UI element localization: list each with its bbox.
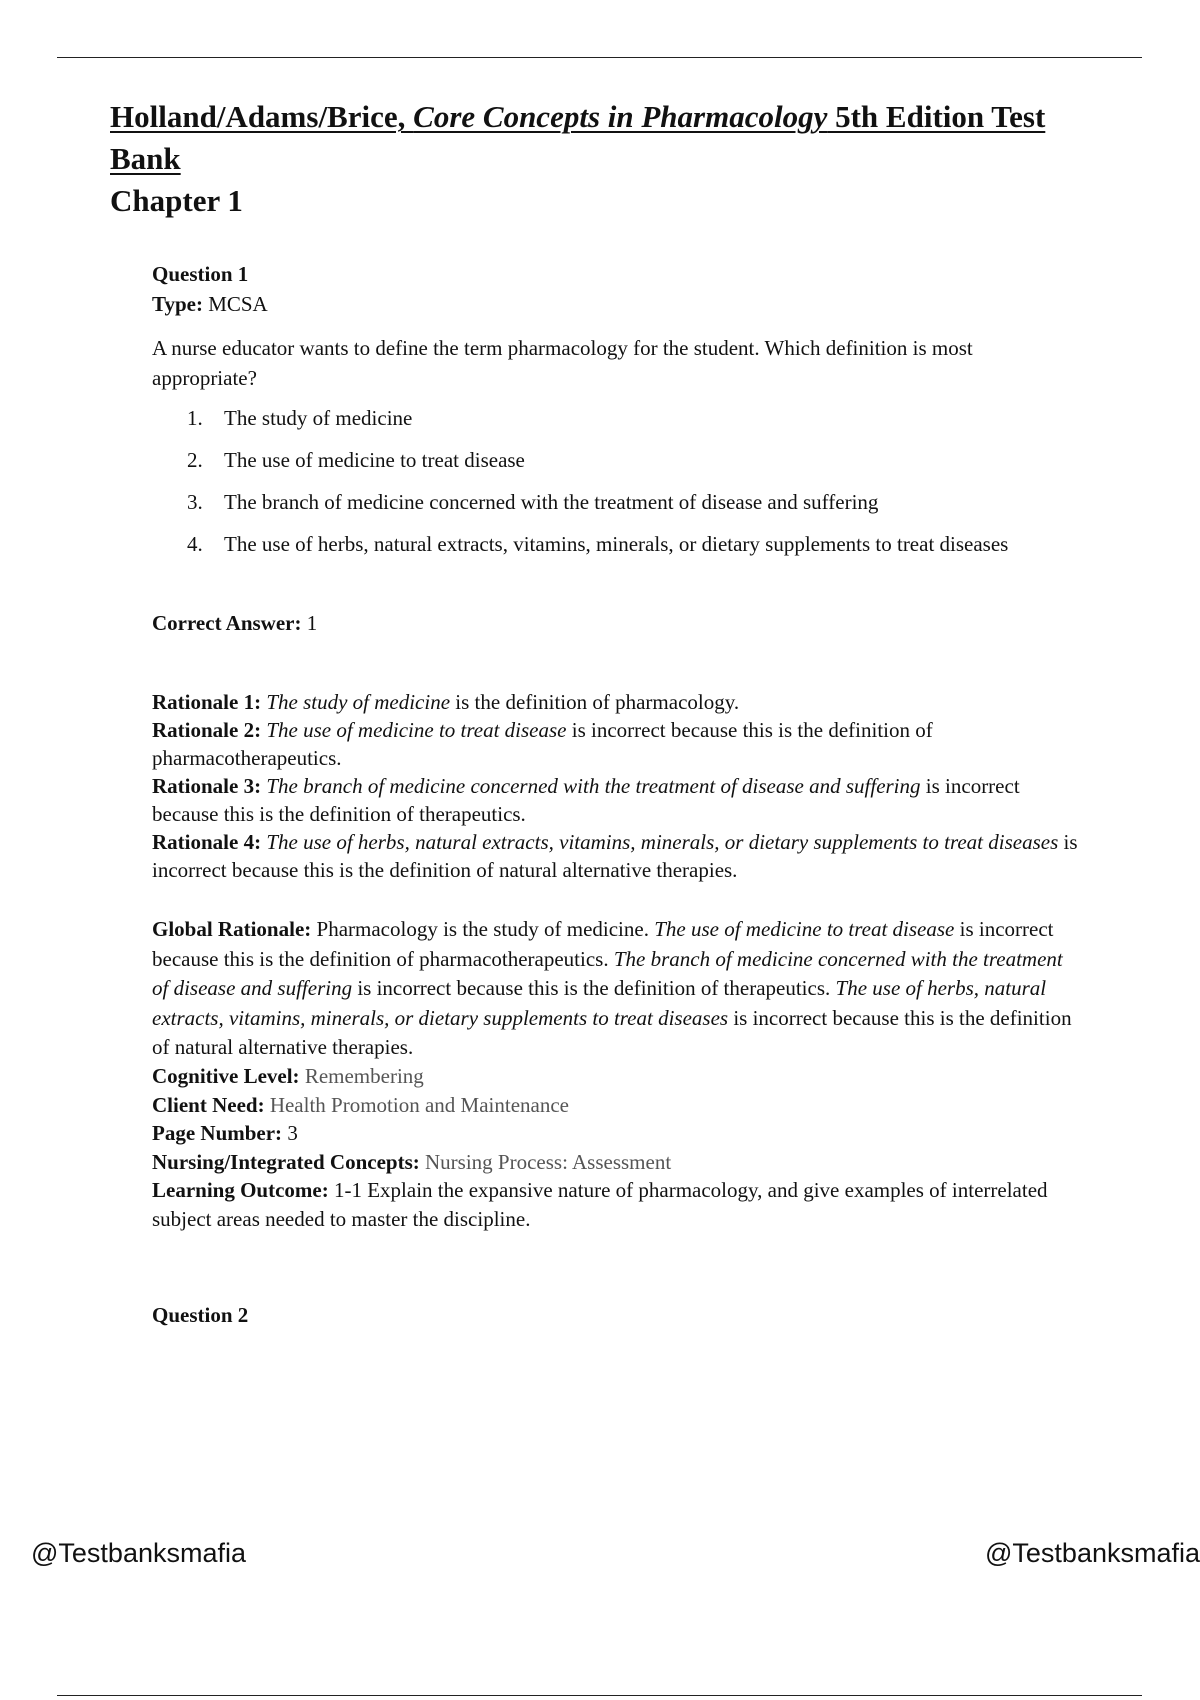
global-text: Pharmacology is the study of medicine. — [311, 917, 655, 941]
meta-label: Cognitive Level: — [152, 1064, 300, 1088]
rationale-explanation: is incorrect because this is the definition of therapeutics. — [152, 774, 1020, 826]
answer-options — [152, 403, 1052, 571]
rationale-label: Rationale 3: — [152, 774, 262, 798]
rationale-explanation: is incorrect because this is the definition of pharmacotherapeutics. — [152, 718, 933, 770]
option-number: 2. — [187, 448, 203, 472]
question-metadata — [152, 1062, 1082, 1233]
rationale-label: Rationale 2: — [152, 718, 262, 742]
title-block — [110, 96, 1110, 222]
correct-answer-value: 1 — [306, 611, 318, 635]
title-authors: Holland/Adams/Brice, — [110, 99, 414, 134]
global-text: is incorrect because this is the definition of natural alternative therapies. — [152, 1005, 1072, 1059]
document-title — [110, 96, 1110, 180]
option-number: 4. — [187, 532, 203, 556]
global-rationale — [152, 915, 1082, 1063]
cognitive-level — [152, 1062, 1082, 1091]
meta-label: Page Number: — [152, 1121, 283, 1145]
chapter-heading: Chapter 1 — [110, 183, 243, 218]
rationale-item — [152, 688, 1082, 716]
type-value: MCSA — [208, 292, 268, 316]
global-italic: The use of medicine to treat disease — [654, 917, 955, 941]
rationale-explanation: is incorrect because this is the definition of natural alternative therapies. — [152, 830, 1078, 882]
correct-answer-label: Correct Answer: — [152, 611, 302, 635]
meta-value: 1-1 Explain the expansive nature of pharmacology, and give examples of interrelated subject areas needed to master the discipline. — [152, 1178, 1048, 1231]
bottom-rule — [57, 1695, 1142, 1696]
rationales — [152, 688, 1082, 884]
option-text: The study of medicine — [224, 406, 413, 430]
option-text: The branch of medicine concerned with the treatment of disease and suffering — [224, 490, 879, 514]
meta-value: Health Promotion and Maintenance — [269, 1092, 569, 1117]
answer-option — [152, 445, 1052, 476]
option-number: 3. — [187, 490, 203, 514]
rationale-option-text: The use of medicine to treat disease — [266, 718, 567, 742]
watermark-left: @Testbanksmafia — [31, 1538, 246, 1568]
rationale-explanation: is the definition of pharmacology. — [450, 690, 740, 714]
type-label: Type: — [152, 292, 203, 316]
top-rule — [57, 57, 1142, 58]
integrated-concepts — [152, 1148, 1082, 1177]
option-number: 1. — [187, 406, 203, 430]
answer-option — [152, 403, 1052, 434]
question-type — [152, 289, 1082, 319]
rationale-item — [152, 716, 1082, 772]
rationale-option-text: The branch of medicine concerned with the treatment of disease and suffering — [266, 774, 921, 798]
learning-outcome — [152, 1176, 1082, 1233]
answer-option — [152, 487, 1052, 518]
page-number — [152, 1119, 1082, 1148]
meta-label: Nursing/Integrated Concepts: — [152, 1149, 420, 1174]
question-2-header — [152, 1300, 1082, 1330]
rationale-item — [152, 828, 1082, 884]
correct-answer — [152, 608, 1082, 638]
rationale-label: Rationale 4: — [152, 830, 262, 854]
meta-label: Client Need: — [152, 1092, 265, 1117]
rationale-option-text: The study of medicine — [266, 690, 451, 714]
meta-value: 3 — [287, 1121, 298, 1145]
global-italic: The branch of medicine concerned with the treatment of disease and suffering — [152, 946, 1063, 1000]
question-2-heading: Question 2 — [152, 1303, 249, 1327]
rationale-option-text: The use of herbs, natural extracts, vitamins, minerals, or dietary supplements to treat diseases — [266, 830, 1059, 854]
question-1-header — [152, 259, 1082, 319]
meta-label: Learning Outcome: — [152, 1178, 329, 1202]
option-text: The use of herbs, natural extracts, vitamins, minerals, or dietary supplements to treat diseases — [224, 532, 1009, 556]
rationale-label: Rationale 1: — [152, 690, 262, 714]
client-need — [152, 1091, 1082, 1120]
global-rationale-label: Global Rationale: — [152, 917, 312, 941]
meta-value: Nursing Process: Assessment — [425, 1149, 672, 1174]
title-book: Core Concepts in Pharmacology — [413, 99, 828, 134]
option-text: The use of medicine to treat disease — [224, 448, 525, 472]
global-text: is incorrect because this is the definition of therapeutics. — [352, 976, 836, 1000]
global-italic: The use of herbs, natural extracts, vitamins, minerals, or dietary supplements to treat diseases — [152, 976, 1047, 1030]
answer-option — [152, 529, 1052, 560]
question-stem-text: A nurse educator wants to define the term pharmacology for the student. Which definition is most appropriate? — [152, 336, 973, 390]
meta-value: Remembering — [304, 1064, 424, 1088]
title-edition: 5th Edition Test Bank — [110, 99, 1046, 176]
rationale-item — [152, 772, 1082, 828]
question-stem — [152, 333, 1082, 393]
watermark-right: @Testbanksmafia — [985, 1538, 1200, 1568]
global-text: is incorrect because this is the definition of pharmacotherapeutics. — [152, 917, 1054, 971]
question-1-heading: Question 1 — [152, 262, 249, 286]
